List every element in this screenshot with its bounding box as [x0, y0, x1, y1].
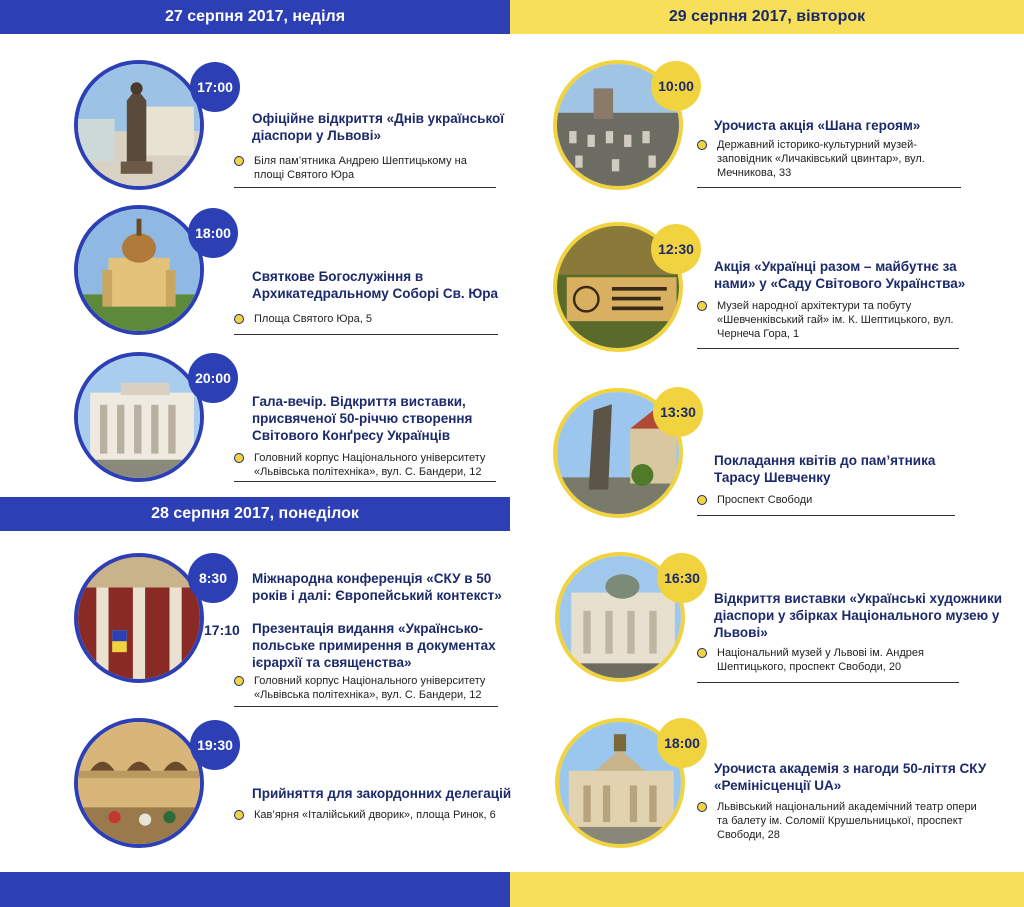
event-place-text: Проспект Свободи	[717, 494, 813, 506]
bullet-icon	[234, 156, 244, 166]
event-title: Прийняття для закордонних делегацій	[252, 786, 512, 801]
event-place-text: Головний корпус Національного університету «Львівська політехніка», вул. С. Бандери, 12	[254, 675, 486, 701]
courtyard-photo	[74, 718, 204, 848]
event-place	[234, 312, 496, 326]
event-title: Урочиста акція «Шана героям»	[714, 118, 921, 133]
event-place-text: Кав’ярня «Італійський дворик», площа Ринок, 6	[254, 809, 496, 821]
bullet-icon	[697, 140, 707, 150]
bullet-icon	[697, 495, 707, 505]
event-place	[697, 138, 962, 180]
event-title: Відкриття виставки «Українські художники діаспори у збірках Національного музею у Львові»	[714, 591, 1003, 640]
event-place	[697, 800, 987, 842]
event-place-text: Львівський національний академічний театр опери та балету ім. Соломії Крушельницької, проспект Свободи, 28	[717, 801, 977, 841]
event-place-text: Національний музей у Львові ім. Андрея Шептицького, проспект Свободи, 20	[717, 647, 924, 673]
event-title: Покладання квітів до пам’ятника Тарасу Шевченку	[714, 453, 936, 485]
bullet-icon	[234, 453, 244, 463]
divider	[234, 706, 498, 707]
event-place	[234, 451, 496, 479]
polytechnic-photo	[74, 352, 204, 482]
event-time-badge: 16:30	[657, 553, 707, 603]
event-place	[697, 646, 959, 674]
event-time-badge: 18:00	[657, 718, 707, 768]
divider	[697, 682, 959, 683]
divider	[234, 481, 496, 482]
event-time-badge: 18:00	[188, 208, 238, 258]
event-place-text: Біля пам’ятника Андрею Шептицькому на площі Святого Юра	[254, 155, 467, 181]
statue-photo	[74, 60, 204, 190]
event-place	[697, 493, 957, 507]
event-place	[234, 154, 496, 182]
event-time-badge: 12:30	[651, 224, 701, 274]
bullet-icon	[234, 810, 244, 820]
bullet-icon	[234, 676, 244, 686]
event-time-badge: 8:30	[188, 553, 238, 603]
event-place-text: Державний історико-культурний музей-заповідник «Личаківський цвинтар», вул. Мечникова, 33	[717, 139, 925, 179]
event-title: Святкове Богослужіння в Архикатедральному Соборі Св. Юра	[252, 269, 499, 301]
event-place-text: Музей народної архітектури та побуту «Шевченківський гай» ім. К. Шептицького, вул. Чернеча Гора, 1	[717, 300, 954, 340]
day1-header	[0, 0, 510, 34]
event-time-badge: 10:00	[651, 61, 701, 111]
event-place-text: Головний корпус Національного університету «Львівська політехніка», вул. С. Бандери, 12	[254, 452, 486, 478]
divider	[234, 334, 498, 335]
cathedral-photo	[74, 205, 204, 335]
event-title: Офіційне відкриття «Днів української діаспори у Львові»	[252, 111, 505, 143]
day2-header-text: 28 серпня 2017, понеділок	[151, 505, 359, 522]
event-title: Акція «Українці разом – майбутнє за нами» у «Саду Світового Українства»	[714, 259, 966, 291]
event-time-badge: 13:30	[653, 387, 703, 437]
footer-band-blue	[0, 872, 510, 907]
event-title: Урочиста академія з нагоди 50-ліття СКУ «Ремінісценції UA»	[714, 761, 987, 793]
event-title: Гала-вечір. Відкриття виставки, присвяченої 50-річчю створення Світового Конґресу Українців	[252, 394, 473, 443]
event-title: Презентація видання «Українсько-польське примирення в документах ієрархії та священства»	[252, 621, 496, 670]
footer-band-yellow	[510, 872, 1024, 907]
day3-header	[510, 0, 1024, 34]
event-place	[234, 808, 496, 822]
hall-photo	[74, 553, 204, 683]
event-time-badge: 19:30	[190, 720, 240, 770]
day1-header-text: 27 серпня 2017, неділя	[164, 8, 346, 25]
event-place	[234, 674, 496, 702]
event-time: 17:10	[204, 622, 240, 638]
divider	[697, 187, 961, 188]
event-time-badge: 17:00	[190, 62, 240, 112]
event-title: Міжнародна конференція «СКУ в 50 років і далі: Європейський контекст»	[252, 571, 502, 603]
day3-header-text: 29 серпня 2017, вівторок	[668, 8, 866, 25]
event-time-badge: 20:00	[188, 353, 238, 403]
bullet-icon	[697, 301, 707, 311]
bullet-icon	[697, 648, 707, 658]
divider	[697, 515, 955, 516]
bullet-icon	[234, 314, 244, 324]
divider	[697, 348, 959, 349]
bullet-icon	[697, 802, 707, 812]
event-place-text: Площа Святого Юра, 5	[254, 313, 372, 325]
divider	[234, 187, 496, 188]
day2-header	[0, 497, 510, 531]
event-place	[697, 299, 962, 341]
